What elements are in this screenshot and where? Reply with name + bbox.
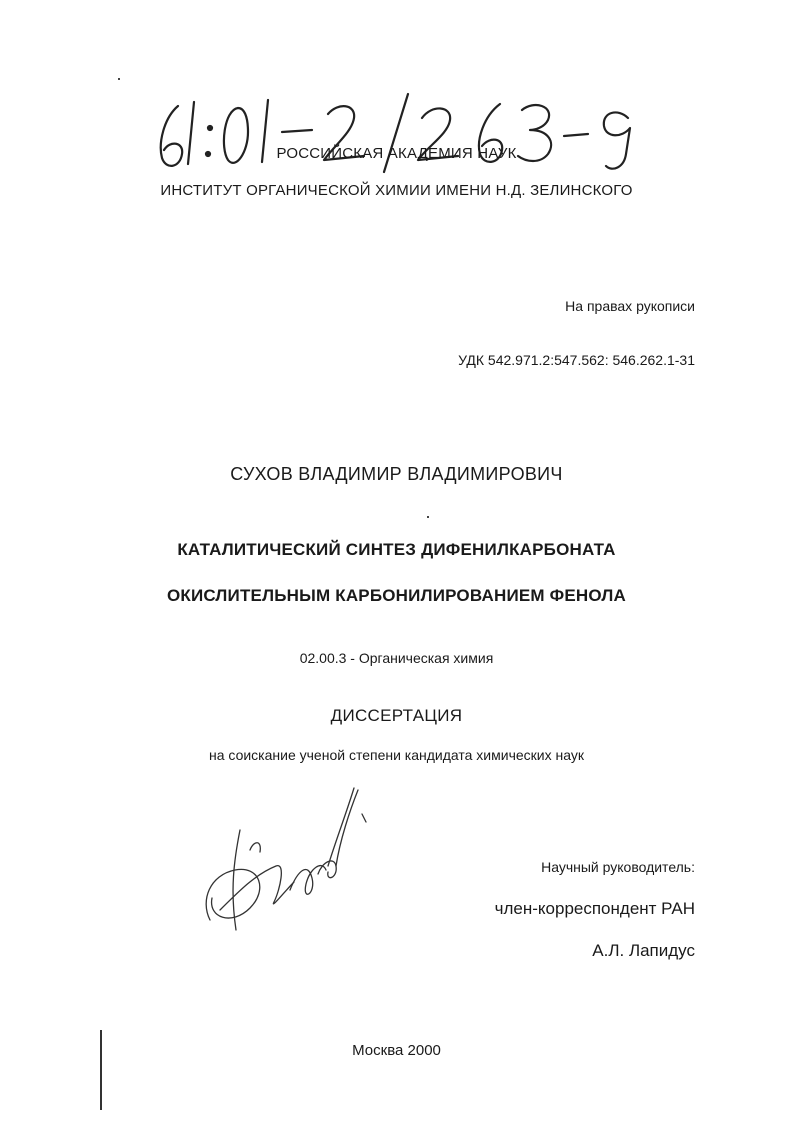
handwritten-signature	[190, 770, 390, 940]
supervisor-label: Научный руководитель:	[541, 859, 695, 875]
institute-name: ИНСТИТУТ ОРГАНИЧЕСКОЙ ХИМИИ ИМЕНИ Н.Д. ЗЕЛИНСКОГО	[160, 182, 633, 199]
degree-statement: на соискание ученой степени кандидата химических наук	[209, 747, 584, 763]
city-year: Москва 2000	[352, 1042, 441, 1059]
scan-margin-line	[100, 1030, 102, 1110]
supervisor-name: А.Л. Лапидус	[592, 941, 695, 960]
academy-name: РОССИЙСКАЯ АКАДЕМИЯ НАУК	[276, 145, 517, 162]
document-type: ДИССЕРТАЦИЯ	[330, 706, 463, 725]
udc-code: УДК 542.971.2:547.562: 546.262.1-31	[458, 352, 695, 368]
speck	[427, 516, 429, 518]
speck	[118, 78, 120, 80]
handwritten-archive-code	[150, 88, 670, 178]
dissertation-title-line-1: КАТАЛИТИЧЕСКИЙ СИНТЕЗ ДИФЕНИЛКАРБОНАТА	[177, 540, 616, 559]
manuscript-rights-note: На правах рукописи	[565, 298, 695, 314]
dissertation-title-line-2: ОКИСЛИТЕЛЬНЫМ КАРБОНИЛИРОВАНИЕМ ФЕНОЛА	[166, 586, 627, 605]
specialty-code: 02.00.3 - Органическая химия	[299, 650, 494, 666]
author-name: СУХОВ ВЛАДИМИР ВЛАДИМИРОВИЧ	[230, 464, 563, 484]
supervisor-rank: член-корреспондент РАН	[494, 899, 695, 918]
